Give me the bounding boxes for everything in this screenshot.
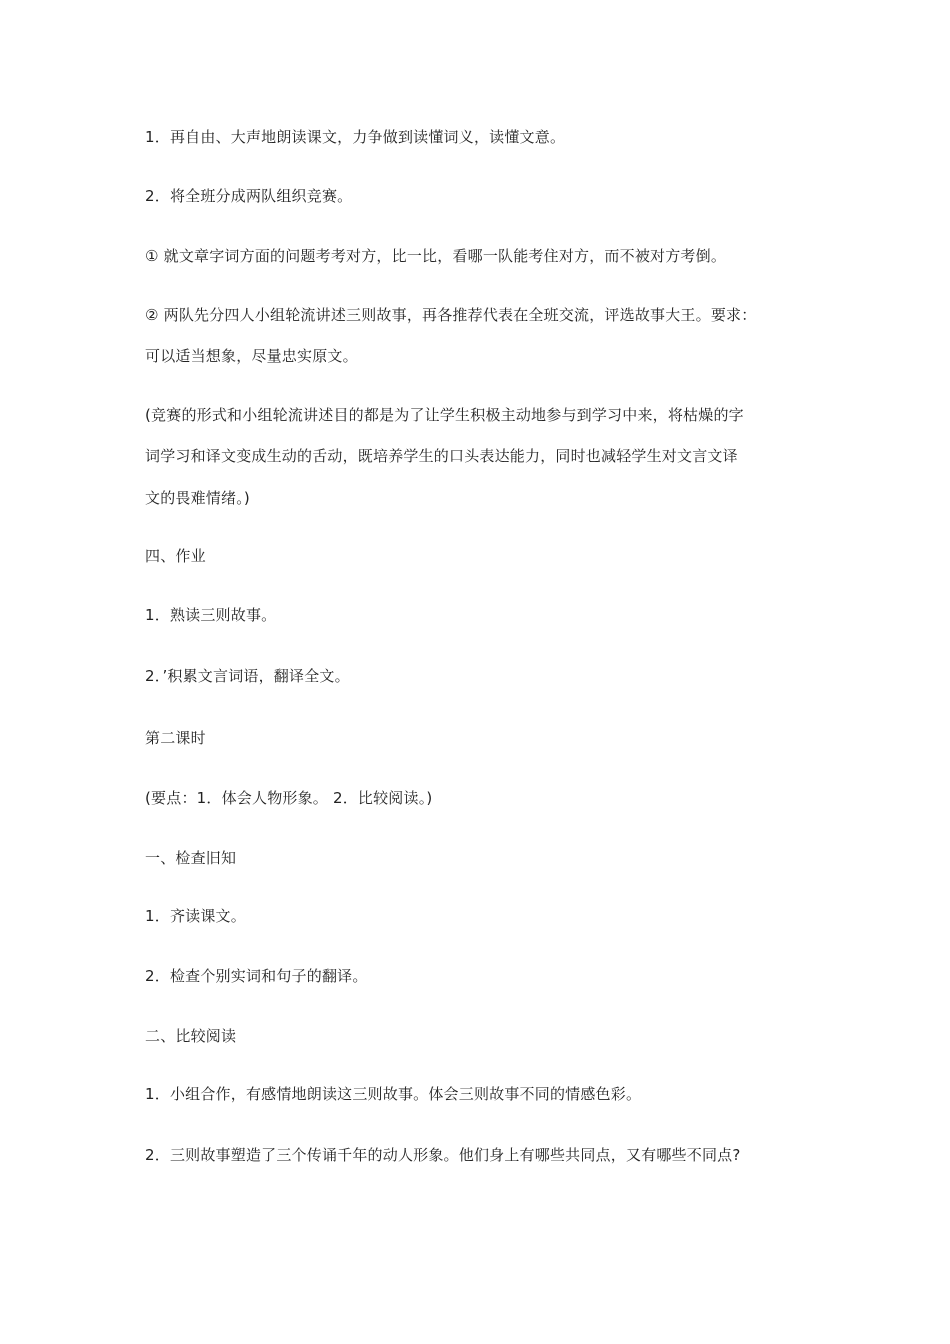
paragraph-note-line-2: 词学习和译文变成生动的舌动，既培养学生的口头表达能力，同时也减轻学生对文言文译 [145, 447, 738, 465]
lesson-key-points: (要点：1．体会人物形象。 2．比较阅读。) [145, 789, 433, 807]
section-heading-homework: 四、作业 [145, 547, 206, 565]
homework-item-2: 2．’积累文言词语，翻译全文。 [145, 667, 350, 685]
paragraph-item-1: ① 就文章字词方面的问题考考对方，比一比，看哪一队能考住对方，而不被对方考倒。 [145, 247, 727, 265]
paragraph-note-line-3: 文的畏难情绪。) [145, 489, 250, 507]
comparison-item-1: 1．小组合作，有感情地朗读这三则故事。体会三则故事不同的情感色彩。 [145, 1085, 642, 1103]
paragraph-note-line-1: (竞赛的形式和小组轮流讲述目的都是为了让学生积极主动地参与到学习中来，将枯燥的字 [145, 406, 744, 424]
review-item-1: 1．齐读课文。 [145, 907, 246, 925]
paragraph-step-1: 1．再自由、大声地朗读课文，力争做到读懂词义，读懂文意。 [145, 128, 566, 146]
paragraph-item-2: ② 两队先分四人小组轮流讲述三则故事，再各推荐代表在全班交流，评选故事大王。要求： [145, 306, 757, 324]
section-heading-review: 一、检查旧知 [145, 849, 237, 867]
lesson-heading-second: 第二课时 [145, 729, 206, 747]
paragraph-item-2-cont: 可以适当想象，尽量忠实原文。 [145, 347, 358, 365]
paragraph-step-2: 2．将全班分成两队组织竞赛。 [145, 187, 353, 205]
comparison-item-2: 2．三则故事塑造了三个传诵千年的动人形象。他们身上有哪些共同点，又有哪些不同点? [145, 1146, 741, 1164]
review-item-2: 2．检查个别实词和句子的翻译。 [145, 967, 368, 985]
homework-item-1: 1．熟读三则故事。 [145, 606, 277, 624]
section-heading-comparison: 二、比较阅读 [145, 1027, 237, 1045]
